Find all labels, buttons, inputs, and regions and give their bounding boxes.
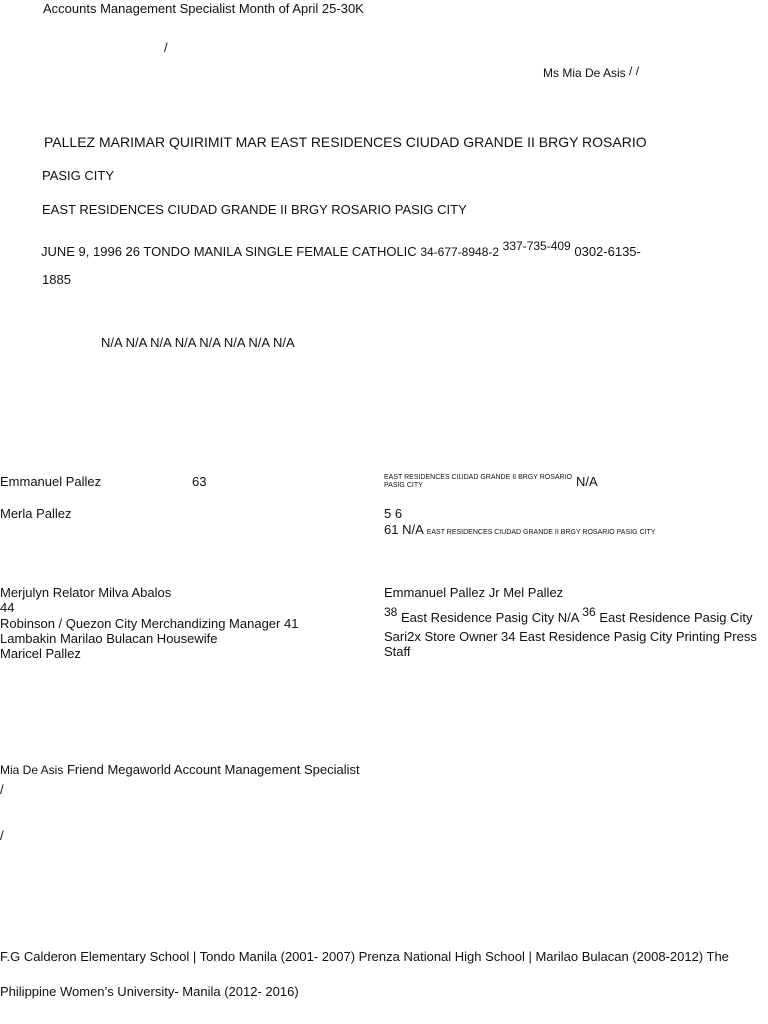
sibling-age-2: 36 bbox=[582, 605, 596, 619]
siblings-right-line1: Emmanuel Pallez Jr Mel Pallez bbox=[384, 585, 564, 600]
position-line: Accounts Management Specialist Month of April 25-30K bbox=[43, 1, 364, 16]
full-name-address: PALLEZ MARIMAR QUIRIMIT MAR EAST RESIDENCES CIUDAD GRANDE II BRGY ROSARIO bbox=[44, 134, 647, 150]
referrer-slashes: / / bbox=[629, 64, 640, 78]
na-line: N/A N/A N/A N/A N/A N/A N/A N/A bbox=[101, 335, 295, 350]
father-occupation: N/A bbox=[576, 474, 598, 489]
mother-occupation: N/A bbox=[402, 522, 424, 537]
sibling-age-1: 38 bbox=[384, 605, 398, 619]
permanent-address: EAST RESIDENCES CIUDAD GRANDE II BRGY ROSARIO PASIG CITY bbox=[42, 202, 467, 217]
mother-name: Merla Pallez bbox=[0, 506, 72, 521]
siblings-right-line3: Sari2x Store Owner 34 East Residence Pasig City Printing Press bbox=[384, 629, 757, 644]
father-address: EAST RESIDENCES CIUDAD GRANDE II BRGY ROSARIO PASIG CITY bbox=[384, 474, 573, 489]
mother-details-line bbox=[384, 522, 655, 537]
education-line2: Philippine Women’s University- Manila (2012- 2016) bbox=[0, 984, 299, 999]
reference-details: Friend Megaworld Account Management Specialist bbox=[66, 762, 360, 777]
siblings-left-line5: Maricel Pallez bbox=[0, 646, 81, 661]
id-number-3: 0302-6135- bbox=[574, 244, 641, 259]
id-number-1: 34-677-8948-2 bbox=[420, 245, 500, 259]
mother-age: 61 bbox=[384, 522, 399, 537]
father-name: Emmanuel Pallez bbox=[0, 474, 102, 489]
personal-details-line bbox=[41, 239, 641, 260]
referrer-name-text: Ms Mia De Asis bbox=[543, 66, 626, 80]
education-line1: F.G Calderon Elementary School | Tondo Manila (2001- 2007) Prenza National High School | Marilao Bulacan (2008-2012) The bbox=[0, 949, 729, 964]
siblings-left-line4: Lambakin Marilao Bulacan Housewife bbox=[0, 631, 218, 646]
slash-mark: / bbox=[164, 40, 168, 55]
referrer-name bbox=[543, 66, 639, 81]
personal-details: JUNE 9, 1996 26 TONDO MANILA SINGLE FEMALE CATHOLIC bbox=[41, 244, 417, 259]
reference-name: Mia De Asis bbox=[0, 763, 64, 777]
reference-line bbox=[0, 762, 360, 778]
sibling-text-1: East Residence Pasig City N/A bbox=[400, 610, 579, 625]
mother-address: EAST RESIDENCES CIUDAD GRANDE II BRGY ROSARIO PASIG CITY bbox=[426, 529, 656, 536]
reference-slash-a: / bbox=[0, 782, 4, 797]
siblings-left-line1: Merjulyn Relator Milva Abalos bbox=[0, 585, 172, 600]
mother-age-digits: 5 6 bbox=[384, 506, 403, 521]
father-age: 63 bbox=[192, 474, 207, 489]
city: PASIG CITY bbox=[42, 168, 114, 183]
reference-slash-b: / bbox=[0, 828, 4, 843]
id-number-2: 337-735-409 bbox=[502, 239, 571, 253]
siblings-right-line2 bbox=[384, 605, 753, 626]
id-number-3-cont: 1885 bbox=[42, 272, 71, 287]
siblings-left-line3: Robinson / Quezon City Merchandizing Manager 41 bbox=[0, 616, 299, 631]
sibling-text-2: East Residence Pasig City bbox=[599, 610, 753, 625]
siblings-right-line4: Staff bbox=[384, 644, 411, 659]
siblings-left-line2: 44 bbox=[0, 600, 15, 615]
